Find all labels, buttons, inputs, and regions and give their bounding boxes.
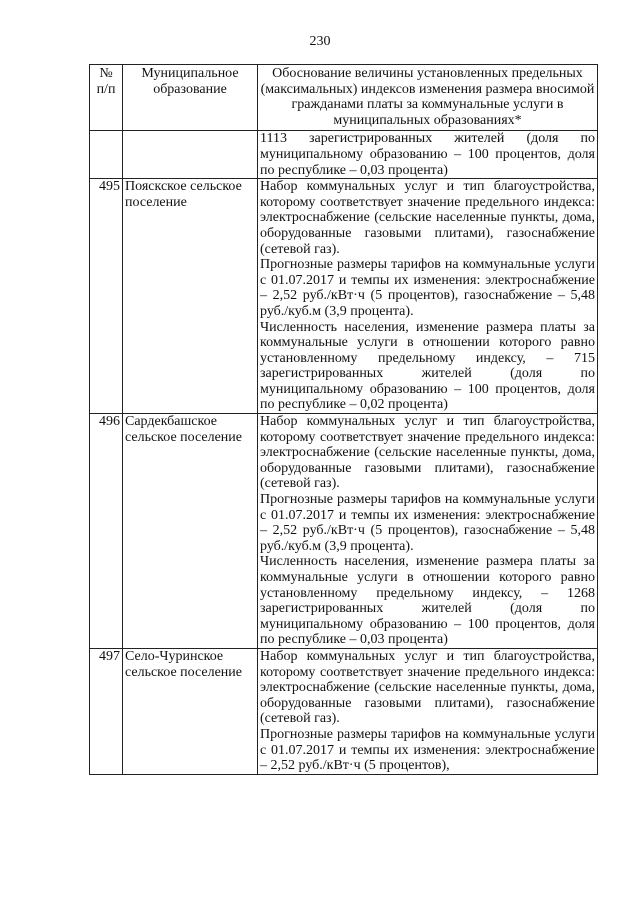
row-number — [90, 131, 123, 179]
row-municipality — [123, 131, 258, 179]
row-municipality: Сардекбашское сельское поселение — [123, 414, 258, 649]
row-municipality: Пояскское сельское поселение — [123, 179, 258, 414]
table-row — [90, 131, 598, 179]
table-header-row — [90, 65, 598, 131]
justification-paragraph: Численность населения, изменение размера платы за коммунальные услуги в отношении которого равно установленному предельному индексу, – 715 зарегистрированных жителей (доля по муниципальному образованию – 100 процентов, доля по республике – 0,02 процента) — [260, 319, 595, 413]
header-number: № п/п — [90, 65, 123, 131]
justification-paragraph: Прогнозные размеры тарифов на коммунальные услуги с 01.07.2017 и темпы их изменения: электроснабжение – 2,52 руб./кВт·ч (5 процентов), газоснабжение – 5,48 руб./куб.м (3,9 процента). — [260, 492, 595, 554]
row-number: 497 — [90, 648, 123, 774]
row-justification — [258, 179, 598, 414]
row-municipality: Село-Чуринское сельское поселение — [123, 648, 258, 774]
row-justification — [258, 414, 598, 649]
row-justification — [258, 648, 598, 774]
table-row — [90, 179, 598, 414]
tariff-table — [89, 64, 598, 775]
justification-paragraph: Прогнозные размеры тарифов на коммунальные услуги с 01.07.2017 и темпы их изменения: электроснабжение – 2,52 руб./кВт·ч (5 процентов), — [260, 726, 595, 774]
row-number: 495 — [90, 179, 123, 414]
header-justification: Обоснование величины установленных предельных (максимальных) индексов изменения размера вносимой гражданами платы за коммунальные услуги в муниципальных образованиях* — [258, 65, 598, 131]
justification-paragraph: Набор коммунальных услуг и тип благоустройства, которому соответствует значение предельного индекса: электроснабжение (сельские населенные пункты, дома, оборудованные газовыми плитами), газоснабжение (сетевой газ). — [260, 179, 595, 257]
row-number: 496 — [90, 414, 123, 649]
justification-paragraph: Численность населения, изменение размера платы за коммунальные услуги в отношении которого равно установленному предельному индексу, – 1268 зарегистрированных жителей (доля по муниципальному образованию – 100 процентов, доля по республике – 0,03 процента) — [260, 554, 595, 648]
justification-paragraph: Набор коммунальных услуг и тип благоустройства, которому соответствует значение предельного индекса: электроснабжение (сельские населенные пункты, дома, оборудованные газовыми плитами), газоснабжение (сетевой газ). — [260, 648, 595, 727]
table-row — [90, 648, 598, 774]
justification-paragraph: Прогнозные размеры тарифов на коммунальные услуги с 01.07.2017 и темпы их изменения: электроснабжение – 2,52 руб./кВт·ч (5 процентов), газоснабжение – 5,48 руб./куб.м (3,9 процента). — [260, 257, 595, 319]
row-justification — [258, 131, 598, 179]
page-number: 230 — [309, 34, 331, 49]
justification-paragraph: 1113 зарегистрированных жителей (доля по муниципальному образованию – 100 процентов, доля по республике – 0,03 процента) — [260, 131, 595, 178]
table-row — [90, 414, 598, 649]
justification-paragraph: Набор коммунальных услуг и тип благоустройства, которому соответствует значение предельного индекса: электроснабжение (сельские населенные пункты, дома, оборудованные газовыми плитами), газоснабжение (сетевой газ). — [260, 414, 595, 492]
header-municipality: Муниципальное образование — [123, 65, 258, 131]
